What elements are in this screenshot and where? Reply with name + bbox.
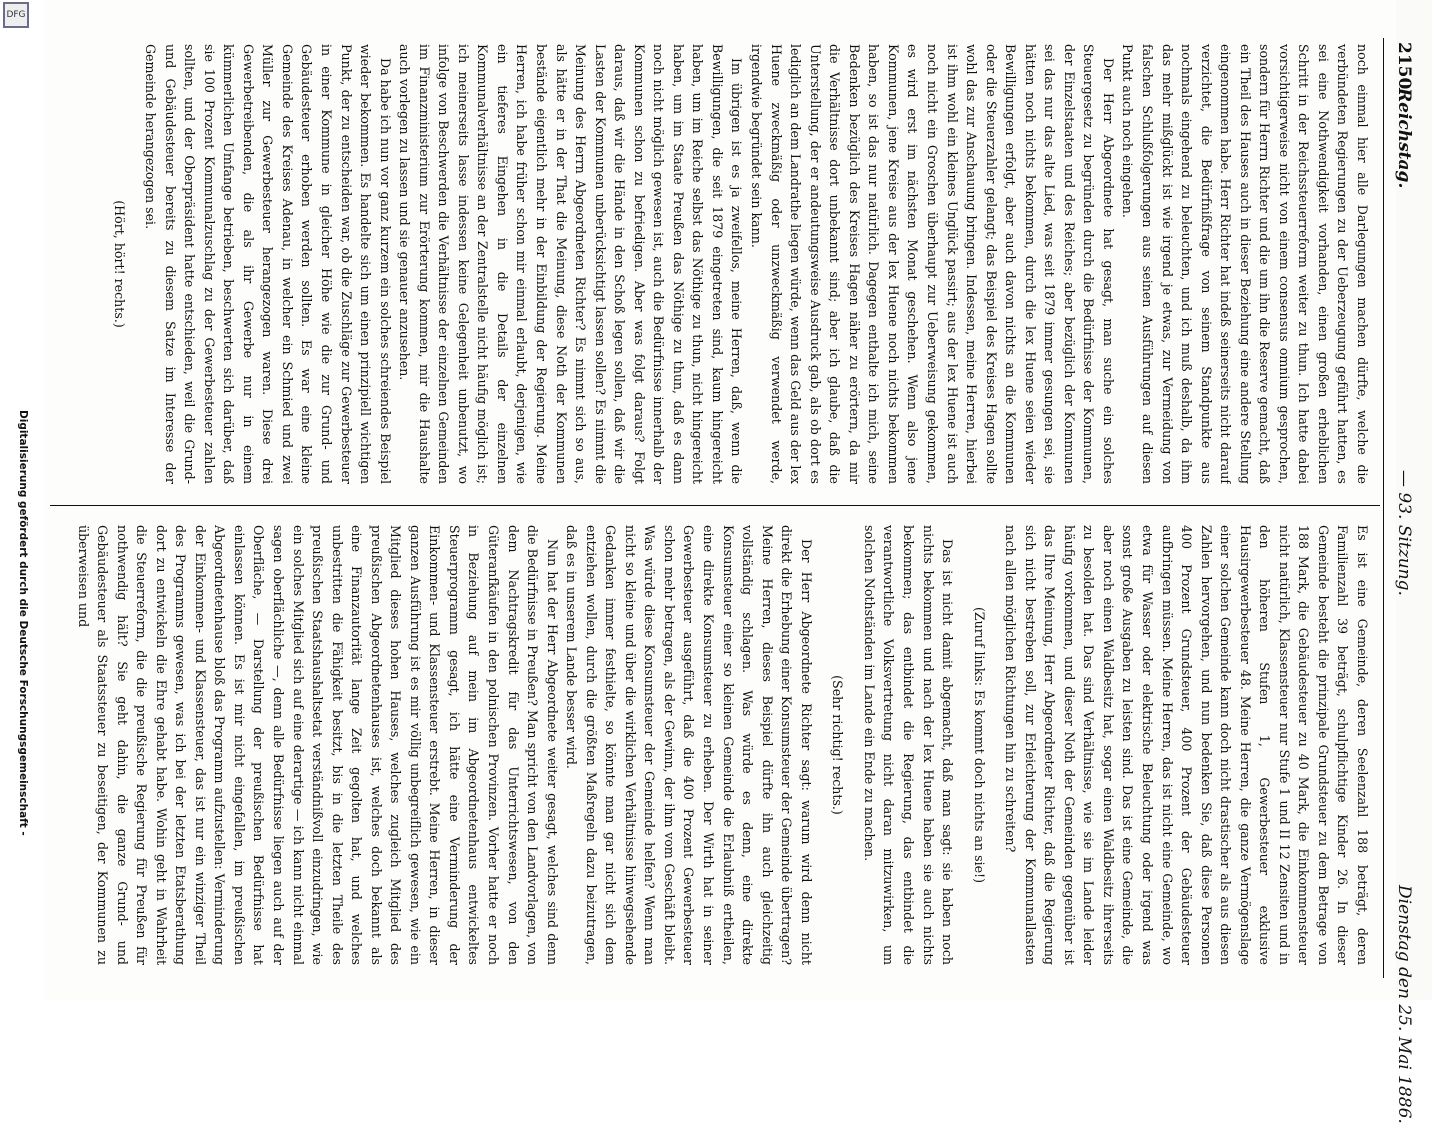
left-paragraph-3: Im übrigen ist es ja zweifellos, meine Herren, daß, wenn die Bewilligungen, die seit 1879 eingetreten sind, kaum hingereicht haben, um im Reiche selbst das Nöthige zu thun, nicht hingereicht haben, um im Staate Preußen das Nöthige zu thun, daß es dann noch nicht möglich gewesen ist, auch die Bedürfnisse innerhalb der Kommunen schon zu befriedigen. Aber was folgt daraus? Folgt daraus, daß wir die Hände in den Schoß legen sollen, daß wir die Lasten der Kommunen unberücksichtigt lassen sollen? Es nimmt die Meinung des Herrn Abgeordneten Richter? Es nimmt sich so aus, als hätte er in der That die Meinung, diese Noth der Kommunen bestände eigentlich mehr in der Einbildung der Regierung. Meine Herren, ich habe früher schon mir einmal erlaubt, derjenigen, wie ein tieferes Eingehen in die Details der einzelnen Kommunalverhältnisse an der Zentralstelle nicht häufig möglich ist; ich meinerseits lasse indessen keine Gelegenheit unbenutzt, wo infolge von Beschwerden die Verhältnisse der einzelnen Gemeinden im Finanzministerium zur Erörterung kommen, mir die Haushalte auch vorlegen zu lassen und sie genauer anzusehen. (397, 44, 745, 484)
right-paragraph-3: Der Herr Abgeordnete Richter sagt: warum wird denn nicht direkt die Erhebung einer Konsumsteuer der Gemeinde übertragen? Meine Herren, dieses Beispiel dürfte ihn auch gleichzeitig vollständig schlagen. Was würde es denn, eine direkte Konsumsteuer einer so kleinen Gemeinde die Erlaubniß ertheilen, eine direkte Konsumsteuer zu erheben. Der Wirth hat in seiner Gewerbesteuer ausgeführt, daß die 400 Prozent Gewerbesteuer schon mehr betragen, als der Gewinn, der ihm vom Geschäft bleibt. Was würde diese Konsumsteuer der Gemeinde helfen? Wenn man nicht so kleine und über die wirklichen Verhältnisse hinwegsehende Gedanken immer festhielte, so könnte man gar nicht sich dem entziehen wollen, durch die größten Maßregeln dazu beizutragen, daß es in unserem Lande besser wird. (564, 525, 814, 965)
left-paragraph-4: Da habe ich nun vor ganz kurzem ein solches schreiendes Beispiel wieder bekommen. Es handelte sich um einen prinzipiell wichtigen Punkt, der zu entscheiden war, ob die Zuschläge zur Gewerbesteuer in einer Kommune in gleicher Höhe wie die zur Grund- und Gebäudesteuer erhoben werden sollten. Es war eine kleine Gemeinde des Kreises Adenau, in welcher ein Schmied und zwei Müller zur Gewerbesteuer herangezogen waren. Diese drei Gewerbetreibenden, die als ihr Gewerbe nur in einem kümmerlichen Umfange betrieben, beschwerten sich darüber, daß sie 100 Prozent Kommunalzuschlag zu der Gewerbesteuer zahlen sollten, und der Oberpräsident hatte entschieden, weil die Grund- und Gebäudesteuer bereits zu diesem Satze im Interesse der Gemeinde herangezogen sei. (143, 44, 393, 484)
running-header (1388, 0, 1414, 1124)
left-paragraph-2: Der Herr Abgeordnete hat gesagt, man suche ein solches Steuergesetz zu begründen durch die Bedürfnisse der Kommunen, der Einzelstaaten und des Reiches; aber bezüglich der Kommunen sei das nur das alte Lied, was seit 1879 immer gesungen sei, sie hätten noch nichts bekommen, durch die lex Huene seien wieder Bewilligungen erfolgt, aber auch davon nichts an die Kommunen oder die Steuerzahler gelangt; das Beispiel des Kreises Hagen sollte wohl das zur Anschauung bringen. Indessen, meine Herren, hierbei ist ihm wohl ein kleines Unglück passirt; aus der lex Huene ist auch noch nicht ein Groschen überhaupt zur Ueberweisung gekommen, es wird erst im nächsten Monat geschehen. Wenn also jene Kommunen, jene Kreise aus der lex Huene noch nichts bekommen haben, so ist das nur natürlich. Dagegen enthalte ich mich, seine Bedenken bezüglich des Kreises Hagen näher zu erörtern, da mir die Verhältnisse dort unbekannt sind; aber ich glaube, daß die Unterstellung, der er andeutungsweise Ausdruck gab, als ob dort es lediglich an dem Landrathe liegen würde, wenn das Geld aus der lex Huene zweckmäßig oder unzweckmäßig verwendet werde, irgendwie begründet sein kann. (749, 44, 1116, 484)
right-interjection: (Zuruf links: Es kommt doch nichts an sie!) (971, 606, 987, 884)
right-paragraph-2: Das ist nicht damit abgemacht, daß man sagt: sie haben noch nichts bekommen und nach der lex Huene haben sie auch nichts bekommen; das entbindet die Regierung, das entbindet die verantwortliche Volksvertretung nicht daran mitzuwirken, um solchen Nothständen im Lande ein Ende zu machen. (861, 525, 956, 965)
publication-title: Reichstag. (1394, 88, 1414, 189)
dfg-logo: DFG (3, 2, 29, 28)
digitization-credit: Digitalisierung gefördert durch die Deutsche Forschungsgemeinschaft - (17, 410, 29, 836)
right-column (52, 525, 1372, 965)
right-paragraph-1: Es ist eine Gemeinde, deren Seelenzahl 188 beträgt, deren Familienzahl 39 beträgt, schulpflichtige Kinder 26. In dieser Gemeinde besteht die prinzipale Grundsteuer zu dem Betrage von 188 Mark, die Gebäudesteuer zu 40 Mark, die Einkommensteuer nicht natürlich, Klassensteuer nur Stufe 1 und II 12 Zensiten und in den höheren Stufen 1, Gewerbesteuer exklusive Hausirgewerbesteuer 48. Meine Herren, die ganze Vermögenslage einer solchen Gemeinde kann doch nicht drastischer als aus diesen Zahlen hervorgehen, und nun bedenken Sie, daß diese Personen 400 Prozent Grundsteuer, 400 Prozent der Gebäudesteuer aufbringen müssen. Meine Herren, das ist nicht eine Gemeinde, wo etwa für Wasser oder elektrische Beleuchtung oder irgend was sonst große Ausgaben zu leisten sind. Das ist eine Gemeinde, die aber noch einen Waldbesitz hat, sogar einen Waldbesitz ihrerseits zu besolden hat. Das sind Verhältnisse, wie sie im Lande leider häufig vorkommen, und dieser Noth der Gemeinden gegenüber ist das Ihre Meinung, Herr Abgeordneter Richter, daß die Regierung sich nicht bestreben soll, zur Erleichterung der Kommunallasten nach allen möglichen Richtungen hin zu schreiten? (1003, 525, 1370, 965)
column-divider (50, 505, 1380, 506)
session-date: Dienstag den 25. Mai 1886. (1394, 885, 1414, 1124)
right-paragraph-4: Nun hat der Herr Abgeordnete weiter gesagt, welches sind denn die Bedürfnisse in Preußen? Man spricht von den Landvorlagen, von dem Nachtragskredit für das Unterrichtswesen, von den Güteranfkäufen in den polnischen Provinzen. Vorher hatte er noch in Beziehung auf mein im Abgeordnetenhaus entwickeltes Steuerprogramm gesagt, ich hätte eine Verminderung der Einkommen- und Klassensteuer erstrebt. Meine Herren, in dieser ganzen Ausführung ist es mir völlig unbegreiflich gewesen, wie ein Mitglied dieses hohen Hauses, welches zugleich Mitglied des preußischen Abgeordnetenhauses ist, welches doch bekannt als eine Finanzautorität lange Zeit gegolten hat, und welches unbestritten die Fähigkeit besitzt, bis in die letzten Theile des preußischen Staatshaushaltsetat verständnißvoll einzudringen, wie ein solches Mitglied sich auf eine derartige — ich kann nicht einmal sagen oberflächliche —, denn alle Bedürfnisse liegen auch auf der Oberfläche, — Darstellung der preußischen Bedürfnisse hat einlassen können. Es ist mir nicht eingefallen, im preußischen Abgeordnetenhause bloß das Programm aufzustellen: Verminderung der Einkommen- und Klassensteuer, das ist nur ein winziger Theil des Programms gewesen, was ich bei der letzten Etatsberathung dort zu entwickeln die Ehre gehabt habe. Wohin geht in Wahrheit die Steuerreform, die die preußische Regierung für Preußen für nothwendig hält? Sie geht dahin, die ganze Grund- und Gebäudesteuer als Staatssteuer zu beseitigen, der Kommunen zu überweisen und (75, 525, 560, 965)
right-applause: (Sehr richtig! rechts.) (830, 675, 846, 815)
session-title: — 93. Sitzung. (1394, 470, 1414, 596)
left-closing-remark: (Hört, hört! rechts.) (111, 200, 127, 328)
header-rule (1383, 38, 1384, 978)
left-paragraph-1: noch einmal hier alle Darlegungen machen dürfte, welche die verbündeten Regierungen zu der Ueberzeugung geführt hatten, es sei eine Nothwendigkeit vorhanden, einen großen erheblichen Schritt in der Reichssteuerreform weiter zu thun. Ich hatte dabei vorsichtigerweise nicht von einem consensus omnium gesprochen, sondern für Herrn Richter und die um ihn die Reserve gemacht, daß ein Theil des Hauses auch in dieser Beziehung eine andere Stellung eingenommen habe. Herr Richter hat indeß seinerseits nicht darauf verzichtet, die Bedürfnißfrage von seinem Standpunkte aus nochmals eingehend zu beleuchten, und ich muß deshalb, da ihm das mehr mißglückt ist wie irgend je etwas, zur Vermeidung von falschen Schlußfolgerungen aus seinen Ausführungen auf diesen Punkt auch noch eingehen. (1120, 44, 1370, 484)
page-number: 2150 (1394, 42, 1414, 90)
left-column (52, 44, 1372, 484)
